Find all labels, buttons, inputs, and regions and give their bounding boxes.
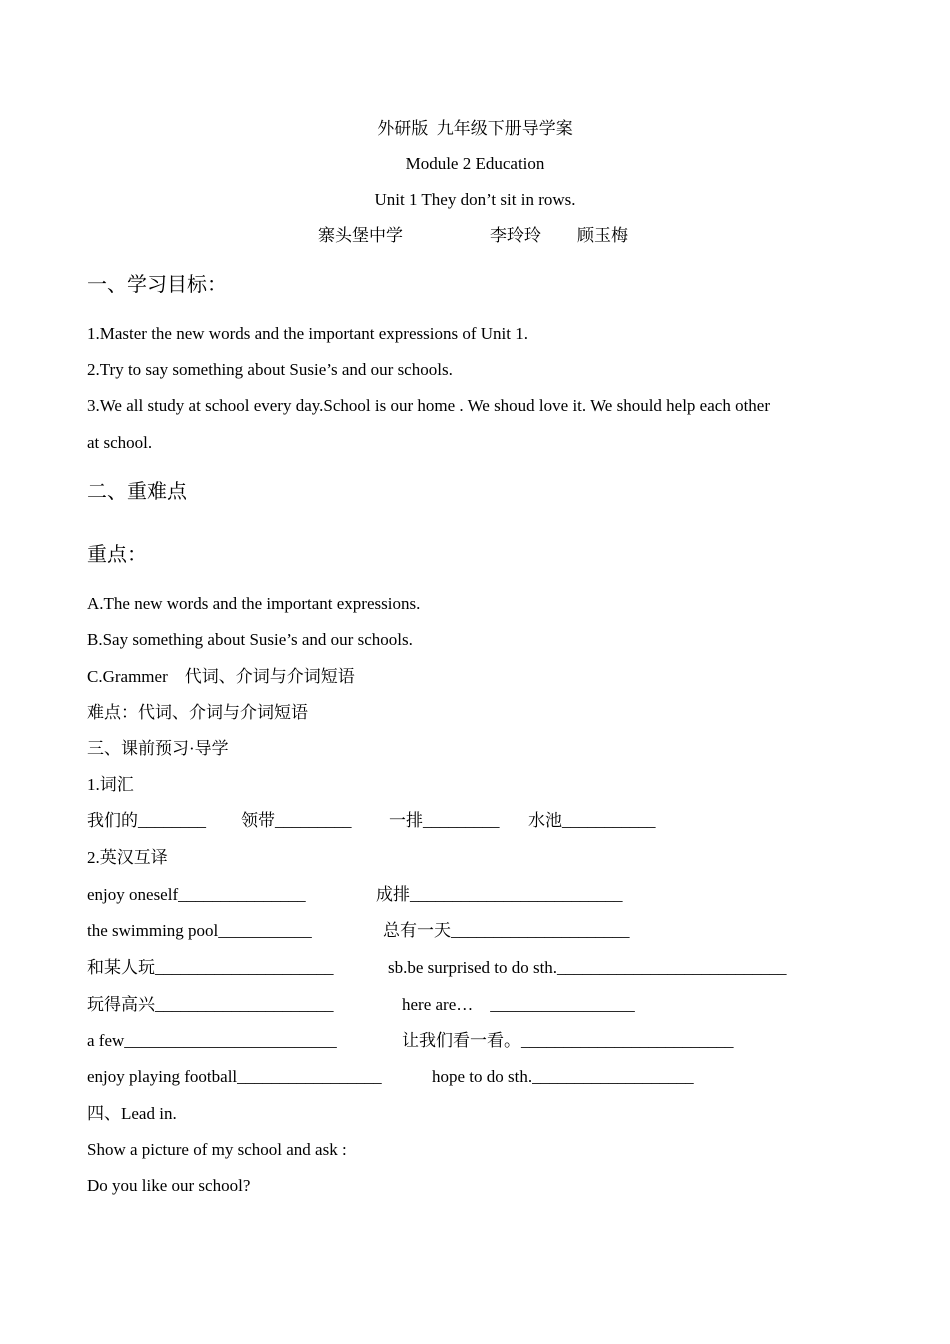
subsection-heading: 重点：: [87, 544, 147, 566]
objective-item: at school.: [87, 433, 153, 452]
school-name: 寨头堡中学: [318, 226, 403, 245]
unit-title: Unit 1 They don’t sit in rows.: [374, 190, 576, 209]
objective-item: 3.We all study at school every day.School is our home . We shoud love it. We should help each other: [87, 396, 770, 415]
section-heading: 四、Lead in.: [87, 1104, 177, 1123]
vocab-blank: 领带_________: [241, 811, 352, 830]
translate-blank: enjoy oneself_______________: [87, 885, 306, 904]
translate-blank: enjoy playing football_________________: [87, 1067, 382, 1086]
translate-blank: 成排_________________________: [376, 885, 623, 904]
objective-item: 2.Try to say something about Susie’s and our schools.: [87, 360, 453, 379]
section-heading: 三、课前预习·导学: [87, 739, 229, 758]
author-name: 李玲玲: [490, 226, 541, 245]
translate-blank: 总有一天_____________________: [383, 921, 630, 940]
key-point-item: C.Grammer 代词、介词与介词短语: [87, 667, 355, 686]
doc-title: 外研版 九年级下册导学案: [377, 119, 573, 138]
difficulty-line: 难点：代词、介词与介词短语: [87, 703, 308, 722]
section-heading: 二、重难点: [87, 481, 187, 503]
lead-in-line: Show a picture of my school and ask :: [87, 1140, 347, 1159]
key-point-item: B.Say something about Susie’s and our schools.: [87, 630, 413, 649]
vocab-blank: 我们的________: [87, 811, 206, 830]
module-title: Module 2 Education: [405, 154, 545, 173]
translate-blank: here are… _________________: [402, 995, 635, 1014]
objective-item: 1.Master the new words and the important expressions of Unit 1.: [87, 324, 528, 343]
author-name: 顾玉梅: [577, 226, 628, 245]
translate-blank: sb.be surprised to do sth.___________________________: [388, 958, 787, 977]
translate-blank: the swimming pool___________: [87, 921, 312, 940]
vocab-blank: 水池___________: [528, 811, 656, 830]
translate-blank: 玩得高兴_____________________: [87, 995, 334, 1014]
translate-blank: a few_________________________: [87, 1031, 337, 1050]
translate-blank: 和某人玩_____________________: [87, 958, 334, 977]
key-point-item: A.The new words and the important expressions.: [87, 594, 421, 613]
vocab-blank: 一排_________: [389, 811, 500, 830]
lead-in-line: Do you like our school?: [87, 1176, 251, 1195]
translate-title: 2.英汉互译: [87, 848, 168, 867]
translate-blank: 让我们看一看。_________________________: [402, 1031, 734, 1050]
vocab-title: 1.词汇: [87, 775, 134, 794]
translate-blank: hope to do sth.___________________: [432, 1067, 694, 1086]
section-heading: 一、学习目标：: [87, 274, 227, 296]
